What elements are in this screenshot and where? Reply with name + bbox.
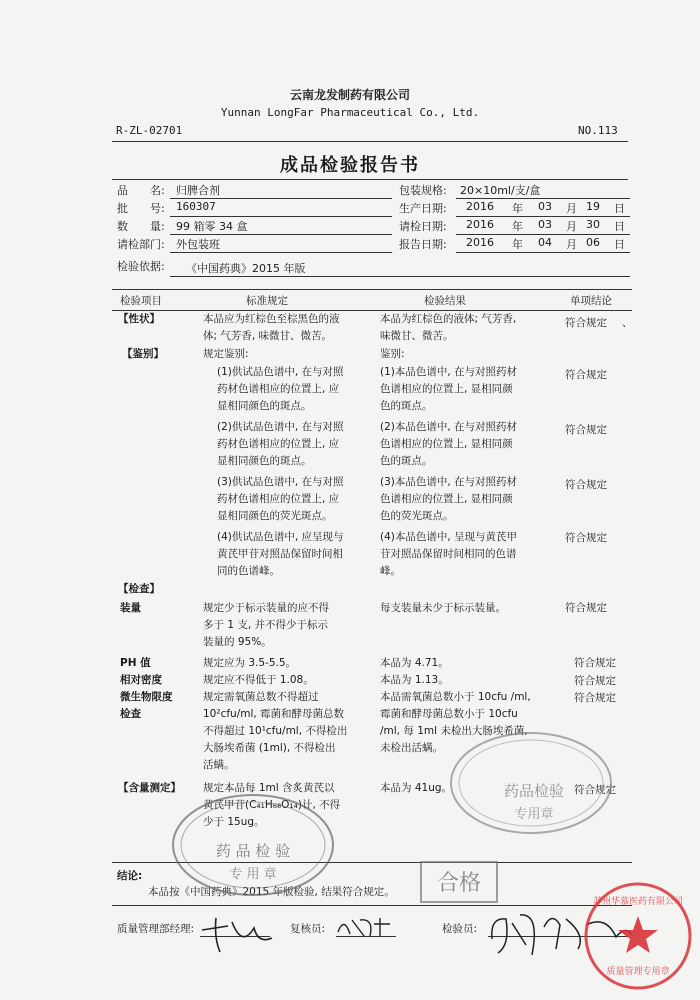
std-jianbie-intro: 规定鉴别: <box>203 348 249 360</box>
prod-date-day: 19 <box>586 200 600 213</box>
product-value: 归脾合剂 <box>176 184 220 197</box>
prod-date-label: 生产日期: <box>399 202 447 215</box>
std-microbe-1: 规定需氧菌总数不得超过 <box>203 691 319 703</box>
qa-manager-label: 质量管理部经理: <box>117 923 195 935</box>
con-zhuangliang: 符合规定 <box>565 602 607 614</box>
res-ph: 本品为 4.71。 <box>380 657 449 669</box>
std-microbe-2: 10²cfu/ml, 霉菌和酵母菌总数 <box>203 708 345 720</box>
req-date-label: 请检日期: <box>399 220 447 233</box>
batch-value: 160307 <box>176 200 216 213</box>
res-jianbie-4-1: (4)本品色谱中, 呈现与黄芪甲 <box>380 531 518 543</box>
item-density: 相对密度 <box>120 674 162 686</box>
std-xingzhuang-1: 本品应为红棕色至棕黑色的液 <box>203 313 340 325</box>
res-jianbie-1-2: 色谱相应的位置上, 显相同颜 <box>380 383 513 395</box>
std-jianbie-1-3: 显相同颜色的斑点。 <box>217 400 312 412</box>
report-date-label: 报告日期: <box>399 238 447 251</box>
res-xingzhuang-1: 本品为红棕色的液体; 气芳香, <box>380 313 517 325</box>
year-unit: 年 <box>512 202 523 215</box>
header-rule <box>112 141 628 142</box>
req-date-day: 30 <box>586 218 600 231</box>
con-xingzhuang: 符合规定 <box>565 317 607 329</box>
red-company-seal <box>582 880 694 992</box>
std-jianbie-4-2: 黄芪甲苷对照品保留时间相 <box>217 548 343 560</box>
res-jianbie-4-3: 峰。 <box>380 565 401 577</box>
std-xingzhuang-2: 体; 气芳香, 味微甘、微苦。 <box>203 330 333 342</box>
item-microbe-2: 检查 <box>120 708 141 720</box>
dept-label: 请检部门: <box>117 238 165 251</box>
con-jianbie-4: 符合规定 <box>565 532 607 544</box>
month-unit: 月 <box>566 238 577 251</box>
prod-date-year: 2016 <box>466 200 494 213</box>
res-density: 本品为 1.13。 <box>380 674 449 686</box>
qualified-stamp-text: 合格 <box>436 871 482 896</box>
res-jianbie-3-1: (3)本品色谱中, 在与对照药材 <box>380 476 518 488</box>
title-rule <box>112 179 628 180</box>
std-jianbie-2-2: 药材色谱相应的位置上, 应 <box>217 438 340 450</box>
spec-label: 包装规格: <box>399 184 447 197</box>
conclusion-label: 结论: <box>117 870 143 882</box>
std-content-3: 少于 15ug。 <box>203 816 265 828</box>
res-jianbie-intro: 鉴别: <box>380 348 405 360</box>
res-jianbie-2-2: 色谱相应的位置上, 显相同颜 <box>380 438 513 450</box>
res-content: 本品为 41ug。 <box>380 782 453 794</box>
res-jianbie-2-1: (2)本品色谱中, 在与对照药材 <box>380 421 518 433</box>
inspector-label: 检验员: <box>442 923 478 935</box>
std-content-1: 规定本品每 1ml 含炙黄芪以 <box>203 782 335 794</box>
item-content: 【含量测定】 <box>118 782 181 794</box>
con-jianbie-1: 符合规定 <box>565 369 607 381</box>
res-microbe-3: /ml, 每 1ml 未检出大肠埃希菌, <box>380 725 528 737</box>
con-content: 符合规定 <box>574 784 616 796</box>
con-microbe: 符合规定 <box>574 692 616 704</box>
report-date-month: 04 <box>538 236 552 249</box>
conclusion-text: 本品按《中国药典》2015 年版检验, 结果符合规定。 <box>148 886 395 898</box>
day-unit: 日 <box>614 220 625 233</box>
std-jianbie-2-3: 显相同颜色的斑点。 <box>217 455 312 467</box>
res-microbe-4: 未检出活螨。 <box>380 742 443 754</box>
std-microbe-5: 活螨。 <box>203 759 235 771</box>
std-jianbie-3-3: 显相同颜色的荧光斑点。 <box>217 510 333 522</box>
inspection-stamp-right <box>446 728 616 838</box>
year-unit: 年 <box>512 220 523 233</box>
con-jianbie-3: 符合规定 <box>565 479 607 491</box>
col-header-item: 检验项目 <box>120 295 162 307</box>
col-header-standard: 标准规定 <box>246 295 288 307</box>
item-xingzhuang: 【性状】 <box>118 313 160 325</box>
document-code: R-ZL-02701 <box>116 124 183 137</box>
req-date-month: 03 <box>538 218 552 231</box>
con-ph: 符合规定 <box>574 657 616 669</box>
std-jianbie-4-1: (4)供试品色谱中, 应呈现与 <box>217 531 344 543</box>
item-zhuangliang: 装量 <box>120 602 141 614</box>
month-unit: 月 <box>566 220 577 233</box>
day-unit: 日 <box>614 202 625 215</box>
std-jianbie-2-1: (2)供试品色谱中, 在与对照 <box>217 421 344 433</box>
quantity-value: 99 箱零 34 盒 <box>176 220 248 233</box>
std-microbe-4: 大肠埃希菌 (1ml), 不得检出 <box>203 742 336 754</box>
col-header-result: 检验结果 <box>424 295 466 307</box>
res-jianbie-1-1: (1)本品色谱中, 在与对照药材 <box>380 366 518 378</box>
res-jianbie-3-2: 色谱相应的位置上, 显相同颜 <box>380 493 513 505</box>
prod-date-month: 03 <box>538 200 552 213</box>
res-zhuangliang: 每支装量未少于标示装量。 <box>380 602 506 614</box>
spec-value: 20×10ml/支/盒 <box>460 184 541 197</box>
res-jianbie-1-3: 色的斑点。 <box>380 400 433 412</box>
col-header-conclusion: 单项结论 <box>570 295 612 307</box>
std-jianbie-1-2: 药材色谱相应的位置上, 应 <box>217 383 340 395</box>
item-jianbie: 【鉴别】 <box>122 348 164 360</box>
report-date-day: 06 <box>586 236 600 249</box>
std-zhuangliang-1: 规定少于标示装量的应不得 <box>203 602 329 614</box>
svg-text:药品检验: 药品检验 <box>503 782 565 800</box>
std-jianbie-4-3: 同的色谱峰。 <box>217 565 280 577</box>
svg-text:药 品 检 验: 药 品 检 验 <box>215 842 291 860</box>
res-jianbie-4-2: 苷对照品保留时间相同的色谱 <box>380 548 517 560</box>
day-unit: 日 <box>614 238 625 251</box>
product-label: 品 名: <box>117 184 165 197</box>
res-microbe-1: 本品需氧菌总数小于 10cfu /ml, <box>380 691 531 703</box>
reviewer-signature <box>334 912 394 942</box>
dept-value: 外包装班 <box>176 238 220 251</box>
quantity-label: 数 量: <box>117 220 165 233</box>
std-zhuangliang-2: 多于 1 支, 并不得少于标示 <box>203 619 329 631</box>
report-date-year: 2016 <box>466 236 494 249</box>
std-content-2: 黄芪甲苷(C₄₁H₆₈O₁₄)计, 不得 <box>203 799 341 811</box>
std-ph: 规定应为 3.5-5.5。 <box>203 657 297 669</box>
res-microbe-2: 霉菌和酵母菌总数小于 10cfu <box>380 708 518 720</box>
reviewer-label: 复核员: <box>290 923 326 935</box>
svg-text:专 用 章: 专 用 章 <box>229 867 277 882</box>
std-jianbie-3-1: (3)供试品色谱中, 在与对照 <box>217 476 344 488</box>
year-unit: 年 <box>512 238 523 251</box>
req-date-year: 2016 <box>466 218 494 231</box>
qa-manager-signature <box>198 908 278 958</box>
std-jianbie-1-1: (1)供试品色谱中, 在与对照 <box>217 366 344 378</box>
res-jianbie-3-3: 色的荧光斑点。 <box>380 510 454 522</box>
item-ph: PH 值 <box>120 657 151 669</box>
company-name-en: Yunnan LongFar Pharmaceutical Co., Ltd. <box>220 106 480 119</box>
report-title: 成品检验报告书 <box>280 155 420 176</box>
res-xingzhuang-2: 味微甘、微苦。 <box>380 330 454 342</box>
con-density: 符合规定 <box>574 675 616 687</box>
std-zhuangliang-3: 装量的 95%。 <box>203 636 272 648</box>
std-jianbie-3-2: 药材色谱相应的位置上, 应 <box>217 493 340 505</box>
batch-label: 批 号: <box>117 202 165 215</box>
std-density: 规定应不得低于 1.08。 <box>203 674 314 686</box>
item-jiancha: 【检查】 <box>118 583 160 595</box>
con-jianbie-2: 符合规定 <box>565 424 607 436</box>
svg-text:苏州华慕医药有限公司: 苏州华慕医药有限公司 <box>592 897 684 907</box>
svg-text:质量管理专用章: 质量管理专用章 <box>606 967 670 977</box>
basis-value: 《中国药典》2015 年版 <box>186 262 306 275</box>
item-microbe-1: 微生物限度 <box>120 691 173 703</box>
qualified-stamp <box>419 860 499 904</box>
res-jianbie-2-3: 色的斑点。 <box>380 455 433 467</box>
inspection-stamp-left <box>168 790 341 900</box>
std-microbe-3: 不得超过 10¹cfu/ml, 不得检出 <box>203 725 348 737</box>
document-number: NO.113 <box>578 124 618 137</box>
month-unit: 月 <box>566 202 577 215</box>
svg-text:专用章: 专用章 <box>514 807 554 822</box>
con-xingzhuang-mark: 、 <box>622 317 633 329</box>
company-name-cn: 云南龙发制药有限公司 <box>289 88 410 102</box>
basis-label: 检验依据: <box>117 260 165 273</box>
